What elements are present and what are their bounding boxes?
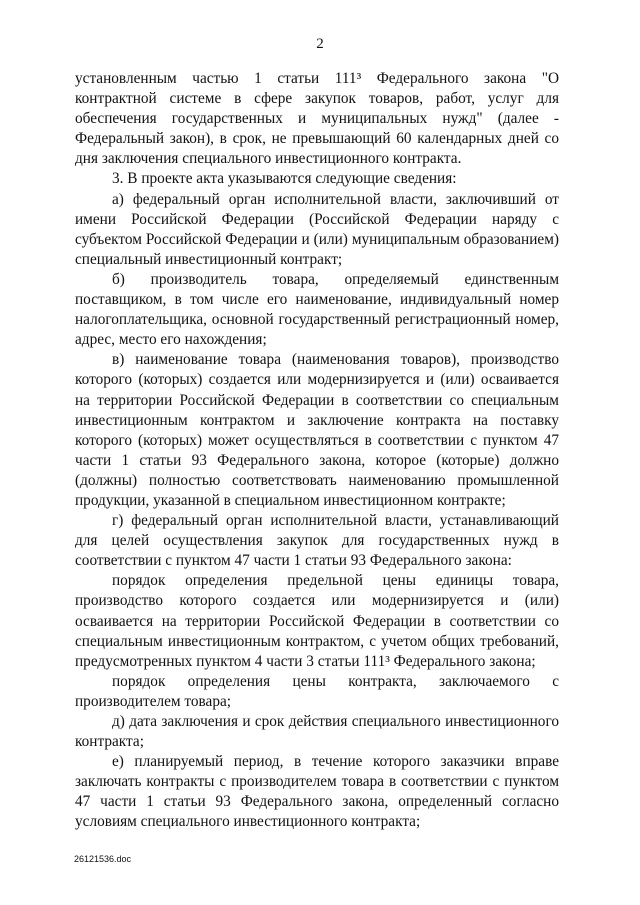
paragraph-item-3: 3. В проекте акта указываются следующие сведения: [112,170,457,188]
paragraph-subitem-e: е) планируемый период, в течение которого заказчики вправе заключать контракты с производителем товара в соответствии с пунктом 47 части 1 статьи 93 Федерального закона, определенный согласно условиям специального инвестиционного контракта; [75,753,559,831]
paragraph-subitem-a: а) федеральный орган исполнительной власти, заключивший от имени Российской Федерации (Российской Федерации наряду с субъектом Российской Федерации и (или) муниципальным образованием) специальный инвестиционный контракт; [75,190,559,268]
document-filename-footer: 26121536.doc [74,854,132,864]
paragraph-subitem-v: в) наименование товара (наименования товаров), производство которого (которых) создается или модернизируется и (или) осваивается на территории Российской Федерации в соответствии со специальным инвестиционным контрактом и заключение контракта на поставку которого (которых) может осуществляться в соответствии с пунктом 47 части 1 статьи 93 Федерального закона, которое (которые) должно (должны) полностью соответствовать наименованию промышленной продукции, указанной в специальном инвестиционном контракте; [75,351,559,509]
paragraph-intro-continuation: установленным частью 1 статьи 111³ Федерального закона "О контрактной системе в сфере закупок товаров, работ, услуг для обеспечения государственных и муниципальных нужд" (далее - Федеральный закон), в срок, не превышающий 60 календарных дней со дня заключения специального инвестиционного контракта. [75,70,559,168]
paragraph-contract-price-order: порядок определения цены контракта, заключаемого с производителем товара; [75,672,559,710]
paragraph-subitem-b: б) производитель товара, определяемый единственным поставщиком, в том числе его наименование, индивидуальный номер налогоплательщика, основной государственный регистрационный номер, адрес, место его нахождения; [75,270,559,349]
page-number: 2 [316,36,324,52]
paragraph-price-unit-order: порядок определения предельной цены единицы товара, производство которого создается или модернизируется и (или) осваивается на территории Российской Федерации в соответствии со специальным инвестиционным контрактом, с учетом общих требований, предусмотренных пунктом 4 части 3 статьи 111³ Федерального закона; [75,572,559,670]
paragraph-subitem-d: д) дата заключения и срок действия специального инвестиционного контракта; [75,713,559,751]
document-body [75,69,559,833]
paragraph-subitem-g: г) федеральный орган исполнительной власти, устанавливающий для целей осуществления закупок для государственных нужд в соответствии с пунктом 47 части 1 статьи 93 Федерального закона: [75,512,559,570]
